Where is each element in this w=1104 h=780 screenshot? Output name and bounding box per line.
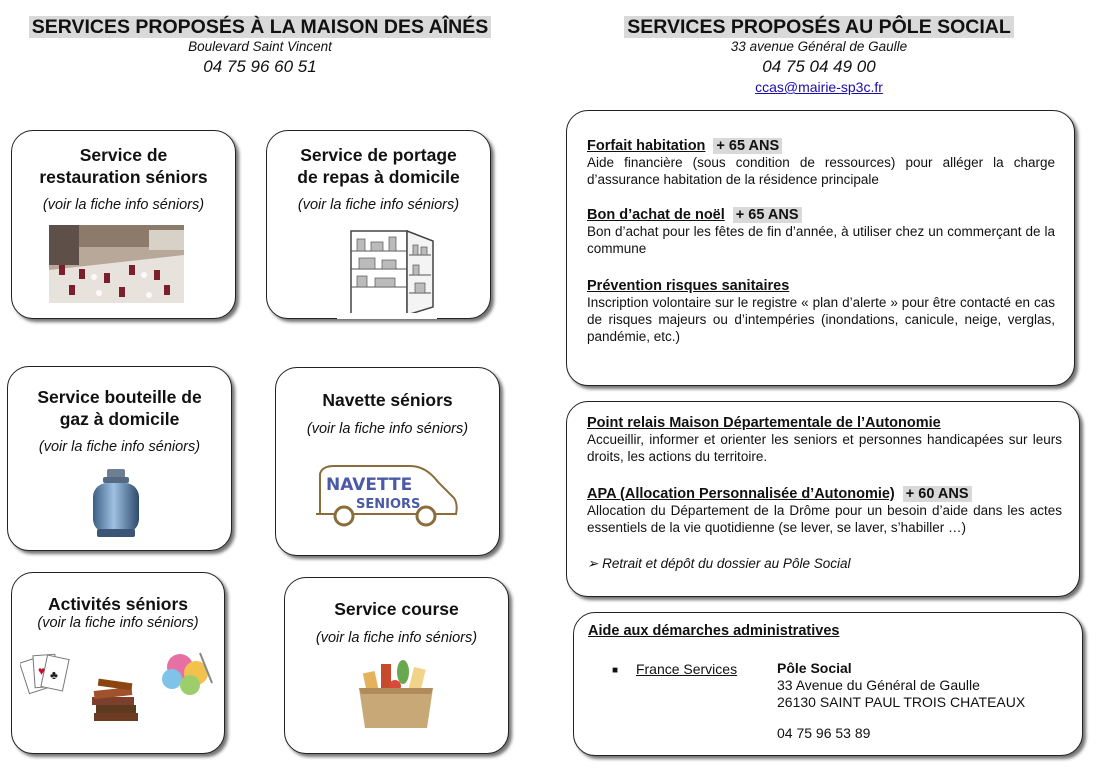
card-restauration <box>11 130 236 319</box>
dining-room-photo <box>49 225 184 303</box>
card-title-line: de repas à domicile <box>297 167 460 187</box>
left-header-phone: 04 75 96 60 51 <box>203 57 317 76</box>
right-header-address: 33 avenue Général de Gaulle <box>730 39 908 54</box>
forfait-age-badge: + 65 ANS <box>713 138 782 154</box>
box-demarches <box>573 612 1083 756</box>
card-course-sub: (voir la fiche info séniors) <box>315 630 478 646</box>
yarn-balls-icon <box>162 653 212 695</box>
demarches-title <box>588 623 839 639</box>
pole-social-city: 26130 SAINT PAUL TROIS CHATEAUX <box>777 694 1026 710</box>
section-apa <box>587 486 1062 536</box>
section-prevention <box>587 278 1055 345</box>
section-forfait <box>587 138 1055 188</box>
apa-note <box>587 556 1062 572</box>
prevention-title-text: Prévention risques sanitaires <box>587 278 790 294</box>
apa-text: Allocation du Département de la Drôme pour un besoin d’aide dans les actes essentiels de la vie quotidienne (se lever, se laver, s’habiller …) <box>587 503 1062 535</box>
demarches-title-text: Aide aux démarches administratives <box>588 623 840 639</box>
france-services-link[interactable]: France Services <box>635 661 738 677</box>
right-header-phone: 04 75 04 49 00 <box>762 57 876 76</box>
svg-text:♣: ♣ <box>50 668 58 682</box>
books-icon <box>92 679 138 721</box>
apa-note-text: Retrait et dépôt du dossier au Pôle Social <box>602 556 851 571</box>
card-gaz <box>7 366 232 551</box>
forfait-text: Aide financière (sous condition de ressources) pour alléger la charge d’assurance habitation de la résidence principale <box>587 155 1055 187</box>
card-activites <box>11 572 225 754</box>
bon-title <box>587 207 1055 223</box>
left-header-title: SERVICES PROPOSÉS À LA MAISON DES AÎNÉS <box>29 16 492 38</box>
apa-title <box>587 486 1062 502</box>
pole-social-name: Pôle Social <box>777 660 852 676</box>
prevention-text: Inscription volontaire sur le registre « plan d’alerte » pour être contacté en cas de risques majeurs ou d’intempéries (inondations, canicule, neige, verglas, pandémie, etc.) <box>587 295 1055 344</box>
square-bullet-icon: ■ <box>612 664 619 676</box>
left-header-address: Boulevard Saint Vincent <box>188 39 332 54</box>
card-title-line: restauration séniors <box>39 167 208 187</box>
card-portage <box>266 130 491 319</box>
card-restauration-sub: (voir la fiche info séniors) <box>42 197 205 213</box>
card-portage-title <box>267 144 490 188</box>
prevention-title <box>587 278 1055 294</box>
fridge-icon <box>337 227 437 319</box>
card-course-title: Service course <box>334 599 459 619</box>
card-restauration-title <box>12 144 235 188</box>
card-activites-sub: (voir la fiche info séniors) <box>37 615 199 631</box>
bon-age-badge: + 65 ANS <box>733 207 802 223</box>
pole-social-phone: 04 75 96 53 89 <box>777 725 871 741</box>
email-link[interactable] <box>620 79 1018 95</box>
card-navette-title: Navette séniors <box>322 390 453 410</box>
card-course <box>284 577 509 754</box>
box-aides <box>566 110 1075 386</box>
grocery-bag-icon <box>351 658 441 728</box>
svg-text:♥: ♥ <box>38 664 46 678</box>
arrow-bullet-icon: ➢ <box>587 556 599 571</box>
left-header <box>25 15 495 39</box>
bon-title-text: Bon d’achat de noël <box>587 207 725 223</box>
card-portage-sub: (voir la fiche info séniors) <box>297 197 460 213</box>
pole-social-address <box>777 660 1025 742</box>
right-header <box>620 15 1018 39</box>
section-relais <box>587 415 1062 465</box>
gas-bottle-icon <box>81 467 151 539</box>
relais-title-text: Point relais Maison Départementale de l’Autonomie <box>587 415 941 431</box>
card-gaz-sub: (voir la fiche info séniors) <box>38 439 201 455</box>
cards-books-yarn-icons <box>20 647 215 727</box>
france-services-item <box>612 661 737 677</box>
apa-age-badge: + 60 ANS <box>903 486 972 502</box>
card-title-line: gaz à domicile <box>59 409 180 429</box>
relais-text: Accueillir, informer et orienter les seniors et personnes handicapées sur leurs droits, les actions du territoire. <box>587 432 1062 464</box>
card-activites-title: Activités séniors <box>47 594 189 614</box>
navette-logo-text2: SENIORS <box>356 497 421 512</box>
right-header-title: SERVICES PROPOSÉS AU PÔLE SOCIAL <box>624 16 1014 38</box>
card-navette <box>275 367 500 556</box>
box-autonomie <box>566 401 1080 597</box>
card-gaz-title <box>8 386 231 430</box>
card-title-line: Service de <box>79 145 168 165</box>
card-navette-sub: (voir la fiche info séniors) <box>306 421 469 437</box>
card-title-line: Service de portage <box>300 145 457 165</box>
relais-title <box>587 415 1062 431</box>
navette-logo <box>314 462 459 530</box>
forfait-title-text: Forfait habitation <box>587 138 706 154</box>
apa-title-text: APA (Allocation Personnalisée d’Autonomie) <box>587 486 895 502</box>
bon-text: Bon d’achat pour les fêtes de fin d’année, à utiliser chez un commerçant de la commune <box>587 224 1055 256</box>
section-bon-achat <box>587 207 1055 257</box>
pole-social-street: 33 Avenue du Général de Gaulle <box>777 677 980 693</box>
email-text[interactable]: ccas@mairie-sp3c.fr <box>755 79 883 95</box>
forfait-title <box>587 138 1055 154</box>
playing-cards-icon <box>20 654 69 693</box>
navette-logo-text1: NAVETTE <box>326 475 413 495</box>
card-title-line: Service bouteille de <box>37 387 202 407</box>
